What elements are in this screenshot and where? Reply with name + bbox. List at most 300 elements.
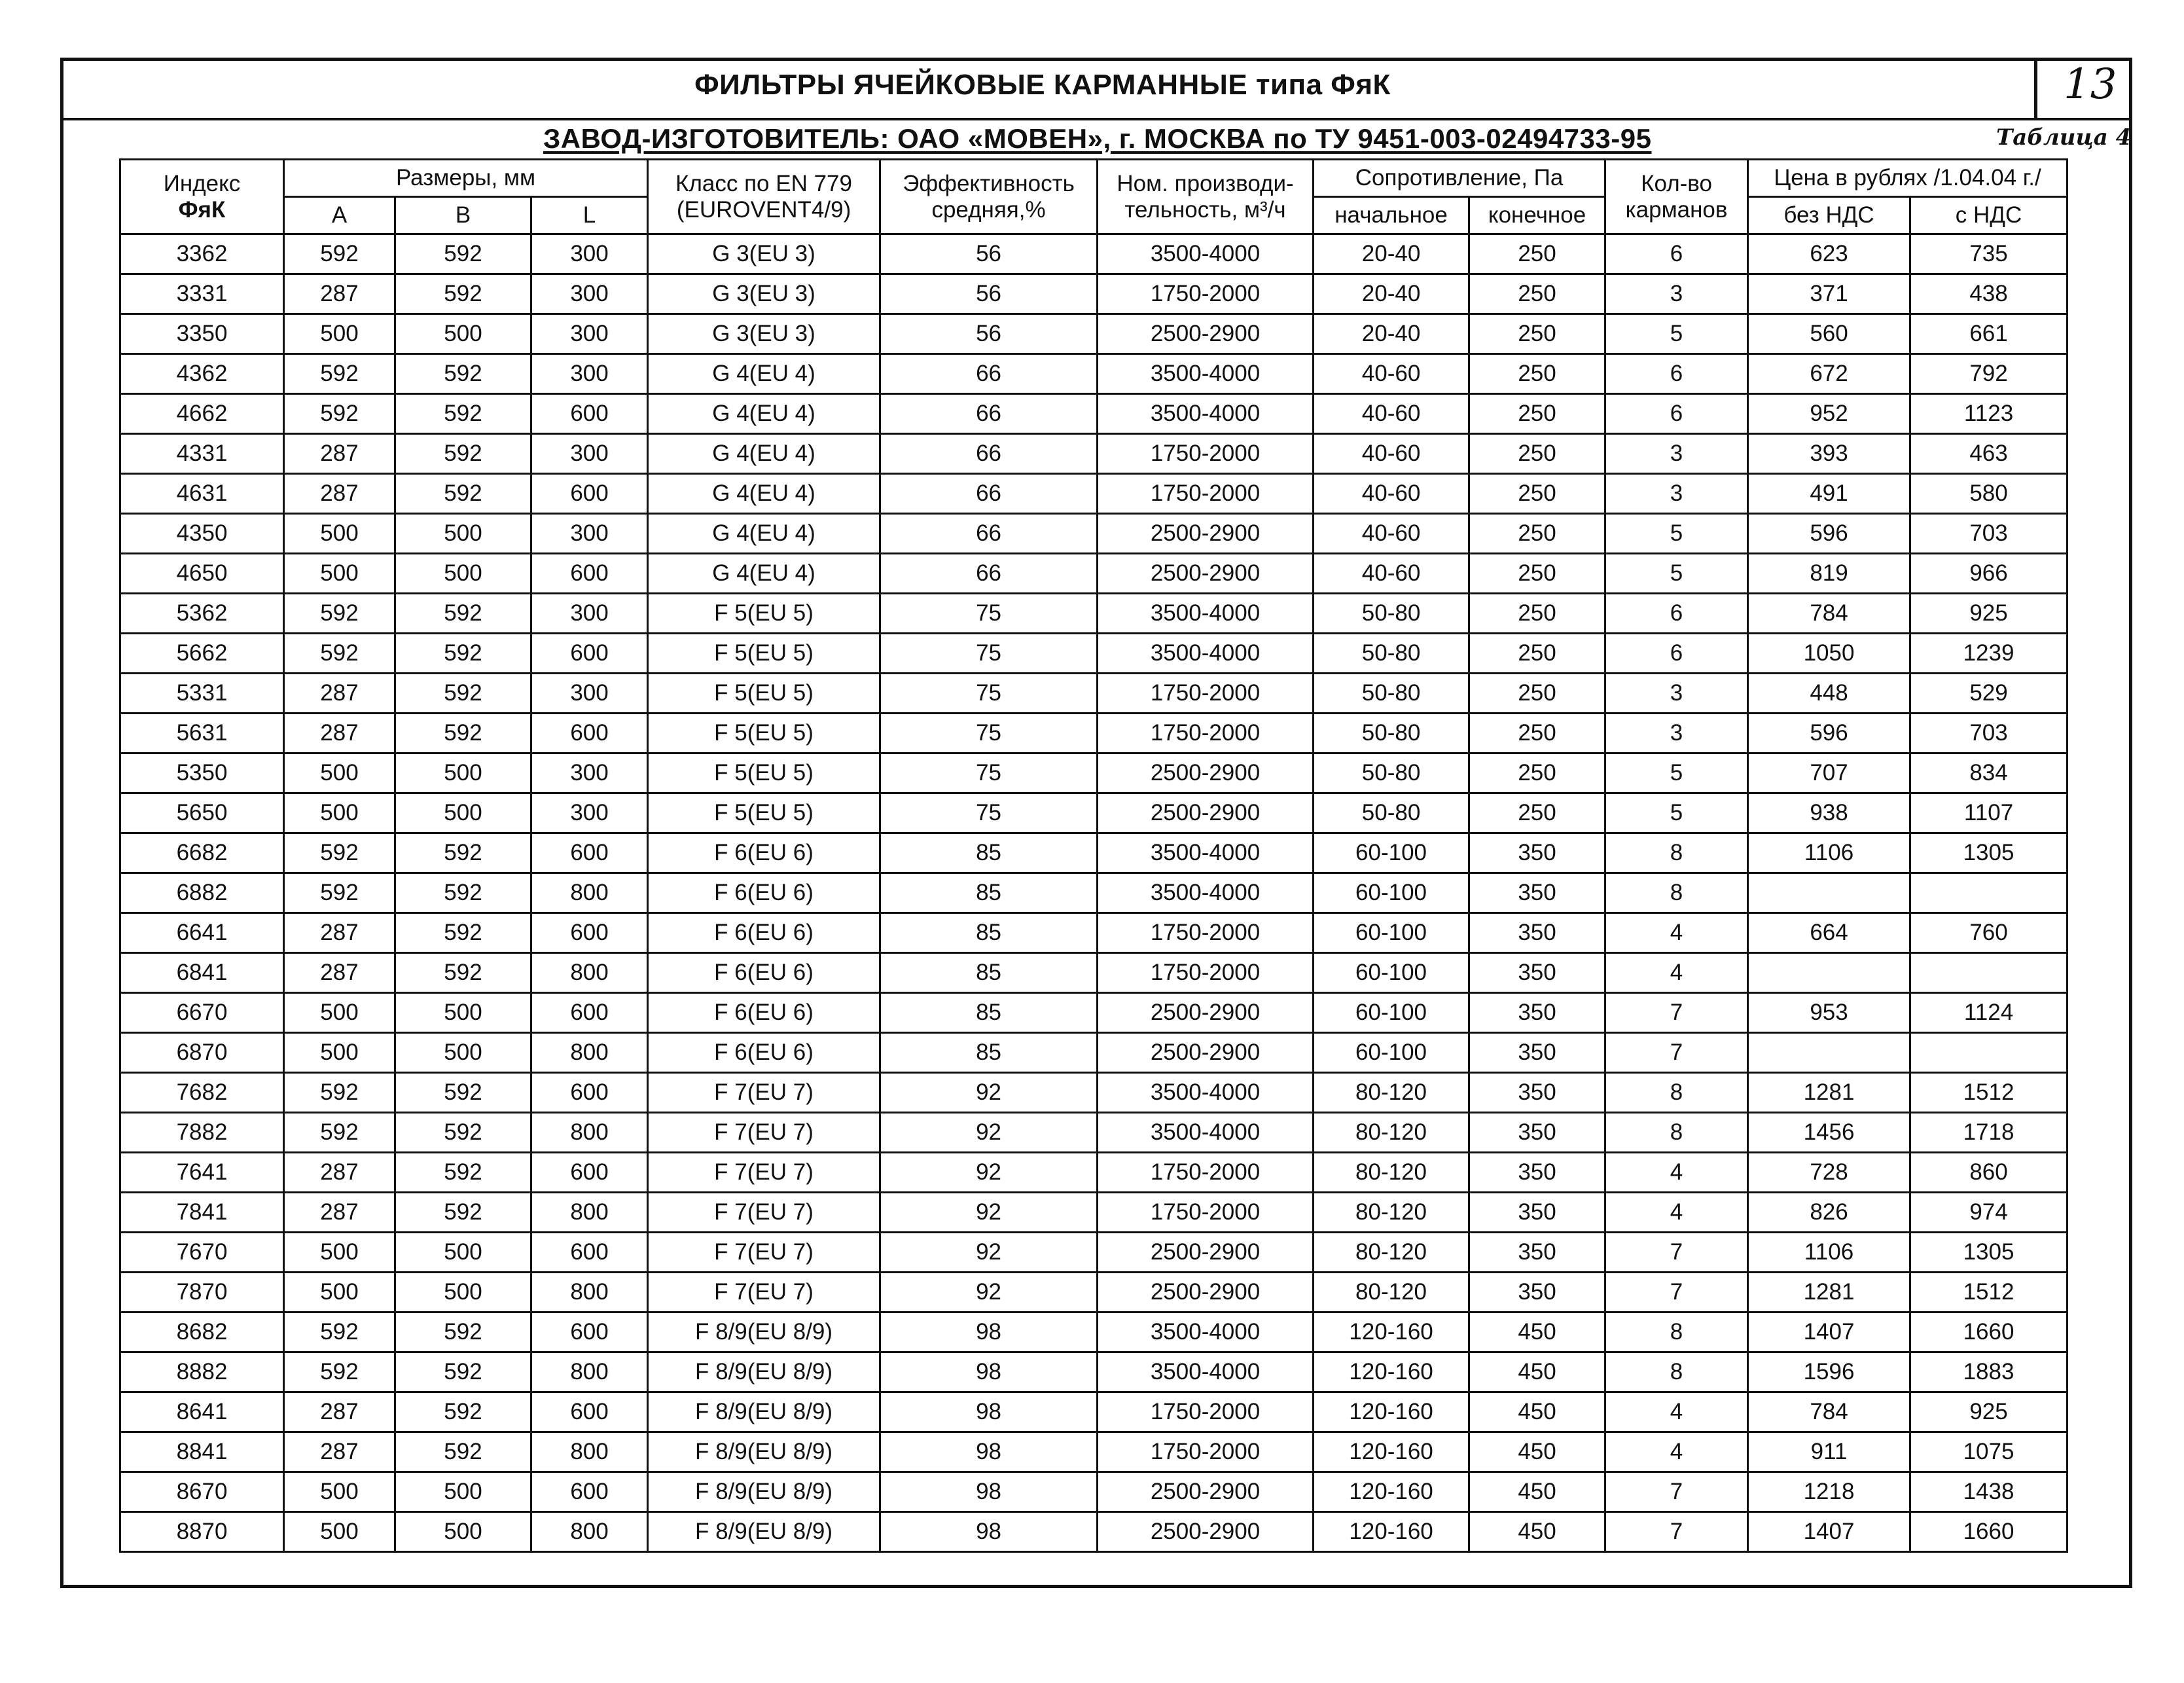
cell-size-b: 500 [395,1273,531,1312]
cell-price-no-vat: 1407 [1748,1312,1910,1352]
cell-pockets: 5 [1605,314,1748,354]
cell-index: 6841 [120,953,284,993]
cell-performance: 2500-2900 [1098,793,1314,833]
cell-price-no-vat: 952 [1748,394,1910,434]
cell-size-b: 592 [395,1073,531,1113]
cell-size-l: 300 [531,434,648,474]
cell-pockets: 3 [1605,274,1748,314]
cell-price-vat: 1107 [1910,793,2068,833]
cell-pockets: 8 [1605,1073,1748,1113]
cell-size-a: 592 [284,354,395,394]
cell-pockets: 7 [1605,1233,1748,1273]
cell-class: G 3(EU 3) [648,314,880,354]
cell-index: 7641 [120,1153,284,1193]
page-number-box [2034,58,2132,120]
cell-res-initial: 20-40 [1314,234,1469,274]
cell-price-vat [1910,953,2068,993]
cell-res-final: 350 [1469,1153,1605,1193]
cell-price-no-vat: 784 [1748,594,1910,634]
cell-price-no-vat [1748,953,1910,993]
cell-pockets: 8 [1605,1113,1748,1153]
cell-pockets: 5 [1605,753,1748,793]
cell-res-final: 450 [1469,1512,1605,1552]
cell-size-a: 287 [284,714,395,753]
cell-price-no-vat: 826 [1748,1193,1910,1233]
header-res-initial: начальное [1314,197,1469,234]
cell-res-final: 250 [1469,274,1605,314]
cell-performance: 1750-2000 [1098,434,1314,474]
cell-size-a: 592 [284,1113,395,1153]
cell-price-no-vat: 596 [1748,714,1910,753]
cell-size-l: 600 [531,1392,648,1432]
cell-res-final: 350 [1469,1193,1605,1233]
cell-size-l: 600 [531,1073,648,1113]
cell-size-l: 300 [531,234,648,274]
cell-price-vat [1910,1033,2068,1073]
cell-size-b: 592 [395,1392,531,1432]
table-row [120,234,2068,274]
cell-size-b: 592 [395,833,531,873]
cell-size-l: 300 [531,674,648,714]
cell-index: 7882 [120,1113,284,1153]
cell-price-no-vat: 1596 [1748,1352,1910,1392]
header-index [120,160,284,234]
cell-index: 8882 [120,1352,284,1392]
cell-class: F 7(EU 7) [648,1193,880,1233]
cell-efficiency: 85 [880,993,1098,1033]
cell-size-b: 500 [395,554,531,594]
header-price-no-vat: без НДС [1748,197,1910,234]
cell-res-final: 250 [1469,554,1605,594]
cell-class: F 6(EU 6) [648,913,880,953]
cell-price-vat: 1512 [1910,1073,2068,1113]
table-row [120,1352,2068,1392]
header-pockets-line1: Кол-во [1641,170,1712,196]
cell-price-no-vat: 664 [1748,913,1910,953]
cell-size-l: 800 [531,953,648,993]
cell-price-vat: 661 [1910,314,2068,354]
cell-res-final: 350 [1469,833,1605,873]
cell-class: G 3(EU 3) [648,234,880,274]
cell-res-initial: 60-100 [1314,1033,1469,1073]
table-row [120,1233,2068,1273]
cell-efficiency: 98 [880,1432,1098,1472]
cell-size-l: 600 [531,1472,648,1512]
cell-res-final: 450 [1469,1352,1605,1392]
cell-size-b: 592 [395,474,531,514]
cell-size-b: 592 [395,1153,531,1193]
cell-performance: 2500-2900 [1098,514,1314,554]
cell-efficiency: 85 [880,913,1098,953]
cell-res-initial: 60-100 [1314,913,1469,953]
cell-class: F 6(EU 6) [648,953,880,993]
cell-res-initial: 60-100 [1314,993,1469,1033]
cell-size-l: 800 [531,1113,648,1153]
cell-size-a: 287 [284,1193,395,1233]
cell-pockets: 6 [1605,594,1748,634]
cell-performance: 3500-4000 [1098,1312,1314,1352]
cell-efficiency: 85 [880,873,1098,913]
cell-index: 5350 [120,753,284,793]
cell-performance: 3500-4000 [1098,634,1314,674]
cell-res-final: 250 [1469,594,1605,634]
cell-pockets: 3 [1605,714,1748,753]
cell-efficiency: 75 [880,714,1098,753]
cell-pockets: 5 [1605,514,1748,554]
table-row [120,354,2068,394]
cell-size-l: 600 [531,1312,648,1352]
cell-price-no-vat: 1106 [1748,833,1910,873]
cell-size-l: 600 [531,1233,648,1273]
cell-res-final: 350 [1469,1073,1605,1113]
cell-performance: 2500-2900 [1098,554,1314,594]
cell-size-l: 800 [531,1352,648,1392]
cell-pockets: 5 [1605,554,1748,594]
cell-efficiency: 92 [880,1273,1098,1312]
cell-size-a: 592 [284,394,395,434]
cell-performance: 2500-2900 [1098,1273,1314,1312]
header-class-line2: (EUROVENT4/9) [676,196,851,223]
cell-size-a: 500 [284,753,395,793]
cell-res-initial: 80-120 [1314,1153,1469,1193]
cell-index: 7670 [120,1233,284,1273]
cell-size-a: 500 [284,1033,395,1073]
cell-size-l: 600 [531,714,648,753]
cell-res-final: 250 [1469,793,1605,833]
header-size-b: В [395,197,531,234]
table-row [120,514,2068,554]
cell-size-a: 592 [284,1312,395,1352]
table-row [120,394,2068,434]
cell-size-a: 287 [284,274,395,314]
cell-class: G 4(EU 4) [648,514,880,554]
cell-performance: 1750-2000 [1098,674,1314,714]
cell-price-vat: 463 [1910,434,2068,474]
cell-performance: 1750-2000 [1098,913,1314,953]
header-eff-line2: средняя,% [931,196,1046,223]
cell-efficiency: 85 [880,953,1098,993]
cell-res-final: 350 [1469,1233,1605,1273]
cell-size-l: 300 [531,274,648,314]
table-row [120,274,2068,314]
cell-res-final: 350 [1469,993,1605,1033]
cell-res-final: 250 [1469,394,1605,434]
cell-class: F 7(EU 7) [648,1153,880,1193]
cell-size-b: 592 [395,1432,531,1472]
cell-size-a: 500 [284,514,395,554]
cell-price-vat: 925 [1910,594,2068,634]
cell-price-no-vat: 728 [1748,1153,1910,1193]
cell-index: 8641 [120,1392,284,1432]
cell-index: 3331 [120,274,284,314]
cell-size-l: 300 [531,594,648,634]
cell-pockets: 3 [1605,674,1748,714]
table-row [120,1472,2068,1512]
cell-performance: 2500-2900 [1098,1512,1314,1552]
cell-price-no-vat: 1407 [1748,1512,1910,1552]
cell-size-l: 800 [531,1512,648,1552]
cell-pockets: 7 [1605,1512,1748,1552]
cell-index: 3362 [120,234,284,274]
cell-price-no-vat: 784 [1748,1392,1910,1432]
cell-efficiency: 75 [880,594,1098,634]
cell-res-initial: 120-160 [1314,1392,1469,1432]
cell-efficiency: 75 [880,634,1098,674]
cell-efficiency: 56 [880,314,1098,354]
cell-class: F 7(EU 7) [648,1273,880,1312]
cell-efficiency: 66 [880,514,1098,554]
cell-size-b: 592 [395,873,531,913]
cell-size-b: 500 [395,514,531,554]
cell-price-no-vat: 1050 [1748,634,1910,674]
table-row [120,674,2068,714]
cell-performance: 1750-2000 [1098,1392,1314,1432]
cell-size-a: 287 [284,674,395,714]
table-row [120,953,2068,993]
cell-class: F 8/9(EU 8/9) [648,1432,880,1472]
cell-price-vat: 1660 [1910,1512,2068,1552]
cell-size-b: 500 [395,1472,531,1512]
cell-res-initial: 120-160 [1314,1472,1469,1512]
cell-price-vat: 1438 [1910,1472,2068,1512]
cell-size-l: 600 [531,554,648,594]
cell-size-b: 592 [395,234,531,274]
cell-res-initial: 120-160 [1314,1432,1469,1472]
cell-performance: 1750-2000 [1098,274,1314,314]
cell-price-vat: 1239 [1910,634,2068,674]
cell-class: F 6(EU 6) [648,1033,880,1073]
cell-efficiency: 85 [880,1033,1098,1073]
cell-performance: 1750-2000 [1098,1153,1314,1193]
cell-index: 7870 [120,1273,284,1312]
cell-size-a: 592 [284,634,395,674]
cell-size-b: 500 [395,1033,531,1073]
table-row [120,993,2068,1033]
cell-res-initial: 50-80 [1314,714,1469,753]
cell-price-vat: 1660 [1910,1312,2068,1352]
cell-performance: 2500-2900 [1098,1472,1314,1512]
cell-size-l: 800 [531,1273,648,1312]
cell-size-b: 592 [395,1312,531,1352]
cell-class: F 8/9(EU 8/9) [648,1392,880,1432]
cell-price-vat: 925 [1910,1392,2068,1432]
cell-price-vat: 760 [1910,913,2068,953]
cell-res-initial: 50-80 [1314,634,1469,674]
cell-res-final: 350 [1469,1273,1605,1312]
table-row [120,554,2068,594]
cell-res-initial: 40-60 [1314,474,1469,514]
cell-pockets: 3 [1605,434,1748,474]
cell-performance: 2500-2900 [1098,1233,1314,1273]
cell-pockets: 6 [1605,634,1748,674]
cell-class: F 5(EU 5) [648,634,880,674]
cell-res-final: 250 [1469,514,1605,554]
cell-res-initial: 120-160 [1314,1352,1469,1392]
cell-index: 4650 [120,554,284,594]
cell-size-a: 592 [284,873,395,913]
cell-size-a: 500 [284,793,395,833]
table-row [120,594,2068,634]
cell-price-no-vat: 623 [1748,234,1910,274]
cell-pockets: 8 [1605,833,1748,873]
cell-size-l: 300 [531,514,648,554]
cell-index: 8682 [120,1312,284,1352]
cell-res-initial: 40-60 [1314,554,1469,594]
cell-price-no-vat: 491 [1748,474,1910,514]
cell-res-final: 350 [1469,953,1605,993]
cell-res-initial: 60-100 [1314,953,1469,993]
cell-price-no-vat: 819 [1748,554,1910,594]
cell-size-a: 592 [284,1073,395,1113]
cell-performance: 2500-2900 [1098,753,1314,793]
cell-class: G 4(EU 4) [648,434,880,474]
cell-res-final: 250 [1469,753,1605,793]
cell-price-vat: 974 [1910,1193,2068,1233]
cell-pockets: 6 [1605,234,1748,274]
cell-class: F 5(EU 5) [648,753,880,793]
cell-size-l: 800 [531,1033,648,1073]
header-eff-line1: Эффективность [903,170,1075,196]
cell-res-final: 250 [1469,234,1605,274]
header-sizes: Размеры, мм [284,160,648,197]
header-perf-line1: Ном. производи- [1117,170,1294,196]
cell-size-a: 500 [284,993,395,1033]
cell-price-vat: 1718 [1910,1113,2068,1153]
cell-pockets: 7 [1605,1273,1748,1312]
cell-size-l: 300 [531,354,648,394]
cell-size-b: 592 [395,354,531,394]
cell-res-initial: 40-60 [1314,354,1469,394]
cell-pockets: 6 [1605,354,1748,394]
cell-price-no-vat: 371 [1748,274,1910,314]
cell-size-a: 287 [284,1153,395,1193]
cell-res-initial: 50-80 [1314,594,1469,634]
cell-index: 8670 [120,1472,284,1512]
header-size-l: L [531,197,648,234]
cell-class: F 7(EU 7) [648,1233,880,1273]
cell-size-b: 592 [395,274,531,314]
cell-index: 8841 [120,1432,284,1472]
table-row [120,833,2068,873]
cell-performance: 2500-2900 [1098,314,1314,354]
cell-index: 6882 [120,873,284,913]
cell-pockets: 7 [1605,1033,1748,1073]
cell-efficiency: 98 [880,1472,1098,1512]
table-row [120,714,2068,753]
cell-price-vat: 529 [1910,674,2068,714]
table-row [120,873,2068,913]
table-row [120,913,2068,953]
cell-size-b: 592 [395,953,531,993]
cell-index: 5331 [120,674,284,714]
cell-size-l: 800 [531,1193,648,1233]
cell-size-b: 500 [395,793,531,833]
cell-price-vat: 1305 [1910,1233,2068,1273]
cell-price-vat: 1123 [1910,394,2068,434]
cell-pockets: 8 [1605,873,1748,913]
cell-pockets: 5 [1605,793,1748,833]
cell-efficiency: 98 [880,1352,1098,1392]
cell-index: 3350 [120,314,284,354]
cell-price-vat: 580 [1910,474,2068,514]
cell-pockets: 6 [1605,394,1748,434]
cell-performance: 1750-2000 [1098,953,1314,993]
cell-index: 5631 [120,714,284,753]
header-size-a: А [284,197,395,234]
cell-performance: 1750-2000 [1098,1432,1314,1472]
cell-size-a: 592 [284,1352,395,1392]
cell-performance: 1750-2000 [1098,474,1314,514]
cell-res-initial: 80-120 [1314,1233,1469,1273]
cell-performance: 3500-4000 [1098,873,1314,913]
cell-res-initial: 120-160 [1314,1312,1469,1352]
cell-class: F 6(EU 6) [648,833,880,873]
cell-size-l: 600 [531,1153,648,1193]
cell-res-initial: 50-80 [1314,753,1469,793]
cell-class: F 8/9(EU 8/9) [648,1512,880,1552]
cell-index: 8870 [120,1512,284,1552]
cell-class: F 8/9(EU 8/9) [648,1352,880,1392]
cell-res-initial: 80-120 [1314,1073,1469,1113]
cell-efficiency: 92 [880,1073,1098,1113]
cell-class: F 8/9(EU 8/9) [648,1312,880,1352]
cell-size-a: 592 [284,234,395,274]
cell-class: F 7(EU 7) [648,1073,880,1113]
cell-efficiency: 98 [880,1312,1098,1352]
cell-size-b: 592 [395,1352,531,1392]
cell-size-a: 500 [284,1233,395,1273]
cell-size-a: 500 [284,1273,395,1312]
cell-res-initial: 120-160 [1314,1512,1469,1552]
table-row [120,1033,2068,1073]
header-performance [1098,160,1314,234]
cell-pockets: 3 [1605,474,1748,514]
cell-performance: 3500-4000 [1098,1073,1314,1113]
cell-price-vat: 860 [1910,1153,2068,1193]
cell-efficiency: 98 [880,1392,1098,1432]
cell-price-no-vat: 672 [1748,354,1910,394]
table-row [120,1392,2068,1432]
cell-class: F 7(EU 7) [648,1113,880,1153]
cell-performance: 3500-4000 [1098,1352,1314,1392]
cell-size-a: 500 [284,314,395,354]
cell-price-vat: 1075 [1910,1432,2068,1472]
cell-size-l: 800 [531,873,648,913]
cell-size-l: 300 [531,753,648,793]
manufacturer-subtitle: ЗАВОД-ИЗГОТОВИТЕЛЬ: ОАО «МОВЕН», г. МОСКВА по ТУ 9451-003-02494733-95 [543,123,1652,154]
cell-size-a: 287 [284,1432,395,1472]
cell-size-b: 592 [395,634,531,674]
cell-size-l: 600 [531,993,648,1033]
cell-size-l: 300 [531,793,648,833]
cell-size-b: 592 [395,1193,531,1233]
cell-size-l: 600 [531,474,648,514]
cell-res-initial: 20-40 [1314,274,1469,314]
header-resistance: Сопротивление, Па [1314,160,1605,197]
cell-class: G 4(EU 4) [648,394,880,434]
header-price: Цена в рублях /1.04.04 г./ [1748,160,2068,197]
header-pockets-line2: карманов [1625,196,1728,223]
cell-pockets: 7 [1605,993,1748,1033]
title-bar [60,58,2132,120]
cell-price-vat: 792 [1910,354,2068,394]
cell-price-vat [1910,873,2068,913]
cell-size-l: 600 [531,634,648,674]
cell-res-initial: 80-120 [1314,1193,1469,1233]
cell-price-no-vat: 1281 [1748,1273,1910,1312]
cell-class: F 8/9(EU 8/9) [648,1472,880,1512]
cell-class: F 5(EU 5) [648,714,880,753]
